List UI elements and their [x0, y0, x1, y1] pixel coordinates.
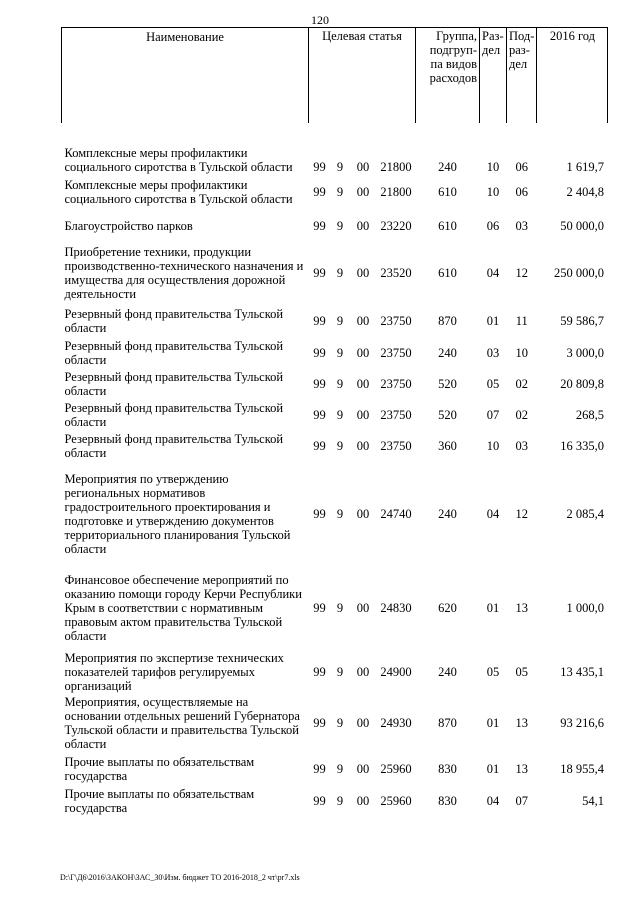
target-code-3: 00 — [356, 716, 370, 730]
amount-2016: 93 216,6 — [560, 716, 604, 730]
target-code-4: 23520 — [380, 266, 412, 280]
table-row — [62, 337, 608, 368]
section-code: 01 — [486, 716, 500, 730]
target-code-4: 23750 — [380, 345, 412, 360]
table-row — [62, 651, 608, 693]
subsection-code: 11 — [515, 314, 528, 328]
target-code-1: 99 — [313, 506, 326, 521]
target-code-2: 9 — [336, 314, 344, 328]
table-row — [62, 210, 608, 241]
header-section: Раз-дел — [480, 28, 507, 124]
target-code-3: 00 — [356, 407, 370, 422]
header-group: Группа, подгруп-па видов расходов — [416, 28, 480, 124]
row-name: Резервный фонд правительства Тульской области — [64, 338, 284, 367]
expense-group: 610 — [438, 266, 457, 280]
target-code-3: 00 — [356, 794, 370, 808]
section-code: 05 — [486, 376, 500, 391]
budget-table — [61, 27, 608, 817]
target-code-4: 24830 — [380, 601, 412, 615]
target-code-1: 99 — [313, 665, 326, 679]
section-code: 07 — [486, 407, 500, 422]
target-code-2: 9 — [336, 266, 344, 280]
section-code: 06 — [486, 218, 500, 233]
table-row — [62, 693, 608, 753]
amount-2016: 50 000,0 — [560, 218, 604, 233]
header-year: 2016 год — [537, 28, 608, 124]
target-code-1: 99 — [313, 185, 326, 199]
target-code-1: 99 — [313, 345, 326, 360]
row-name: Благоустройство парков — [64, 218, 193, 233]
subsection-code: 03 — [515, 439, 528, 453]
target-code-1: 99 — [313, 794, 326, 808]
amount-2016: 1 619,7 — [566, 160, 604, 174]
target-code-4: 23750 — [380, 376, 412, 391]
table-row — [62, 241, 608, 305]
row-name: Резервный фонд правительства Тульской области — [64, 369, 284, 398]
subsection-code: 10 — [515, 345, 528, 360]
subsection-code: 03 — [515, 218, 528, 233]
target-code-3: 00 — [356, 160, 370, 174]
amount-2016: 13 435,1 — [560, 665, 604, 679]
table-row — [62, 368, 608, 399]
target-code-3: 00 — [356, 601, 370, 615]
header-name: Наименование — [62, 28, 309, 124]
subsection-code: 06 — [515, 160, 528, 174]
section-code: 10 — [486, 160, 500, 174]
target-code-3: 00 — [356, 185, 370, 199]
header-target: Целевая статья — [309, 28, 416, 124]
target-code-2: 9 — [336, 185, 344, 199]
target-code-3: 00 — [356, 314, 370, 328]
target-code-2: 9 — [336, 439, 344, 453]
target-code-2: 9 — [336, 794, 344, 808]
target-code-3: 00 — [356, 345, 370, 360]
subsection-code: 13 — [515, 716, 528, 730]
target-code-1: 99 — [313, 314, 326, 328]
target-code-2: 9 — [336, 762, 344, 776]
target-code-1: 99 — [313, 601, 326, 615]
target-code-3: 00 — [356, 506, 370, 521]
row-name: Финансовое обеспечение мероприятий по оказанию помощи городу Керчи Республики Крым в соответствии с нормативным правовым актом правительства Тульской области — [64, 573, 302, 643]
header-subsection: Под-раз-дел — [507, 28, 537, 124]
expense-group: 830 — [438, 794, 457, 808]
target-code-2: 9 — [336, 665, 344, 679]
table-row — [62, 399, 608, 430]
target-code-4: 21800 — [380, 185, 412, 199]
amount-2016: 268,5 — [575, 407, 604, 422]
table-row — [62, 305, 608, 337]
target-code-1: 99 — [313, 407, 326, 422]
target-code-3: 00 — [356, 218, 370, 233]
table-row — [62, 462, 608, 565]
row-name: Мероприятия по экспертизе технических показателей тарифов регулируемых организаций — [64, 651, 284, 693]
target-code-1: 99 — [313, 716, 326, 730]
target-code-2: 9 — [336, 345, 344, 360]
expense-group: 240 — [438, 665, 457, 679]
target-code-1: 99 — [313, 439, 326, 453]
page-number: 120 — [311, 13, 329, 27]
section-code: 10 — [486, 439, 500, 453]
section-code: 04 — [486, 266, 500, 280]
section-code: 10 — [486, 185, 500, 199]
target-code-1: 99 — [313, 762, 326, 776]
expense-group: 610 — [438, 185, 457, 199]
target-code-4: 21800 — [380, 160, 412, 174]
table-row — [62, 123, 608, 174]
subsection-code: 02 — [515, 376, 528, 391]
target-code-4: 24740 — [380, 506, 412, 521]
target-code-3: 00 — [356, 376, 370, 391]
section-code: 05 — [486, 665, 500, 679]
target-code-1: 99 — [313, 160, 326, 174]
subsection-code: 07 — [515, 794, 528, 808]
amount-2016: 59 586,7 — [560, 314, 604, 328]
table-row — [62, 753, 608, 785]
target-code-4: 23750 — [380, 439, 412, 453]
amount-2016: 1 000,0 — [566, 601, 604, 615]
row-name: Комплексные меры профилактики социального сиротства в Тульской области — [64, 178, 293, 206]
target-code-3: 00 — [356, 439, 370, 453]
section-code: 04 — [486, 506, 500, 521]
table-body — [62, 123, 608, 817]
expense-group: 240 — [438, 506, 457, 521]
expense-group: 360 — [438, 439, 457, 453]
table-row — [62, 565, 608, 651]
subsection-code: 12 — [515, 506, 528, 521]
subsection-code: 13 — [515, 601, 528, 615]
target-code-4: 23220 — [380, 218, 412, 233]
row-name: Комплексные меры профилактики социального сиротства в Тульской области — [64, 146, 293, 174]
target-code-3: 00 — [356, 665, 370, 679]
expense-group: 520 — [438, 407, 457, 422]
target-code-2: 9 — [336, 506, 344, 521]
amount-2016: 16 335,0 — [560, 439, 604, 453]
expense-group: 870 — [438, 716, 457, 730]
row-name: Резервный фонд правительства Тульской области — [64, 307, 284, 335]
target-code-1: 99 — [313, 218, 326, 233]
target-code-1: 99 — [313, 376, 326, 391]
row-name: Мероприятия, осуществляемые на основании отдельных решений Губернатора Тульской области и правительства Тульской области — [64, 695, 300, 751]
table-row — [62, 430, 608, 462]
amount-2016: 54,1 — [582, 794, 604, 808]
subsection-code: 12 — [515, 266, 528, 280]
section-code: 01 — [486, 762, 500, 776]
target-code-4: 23750 — [380, 407, 412, 422]
target-code-2: 9 — [336, 218, 344, 233]
section-code: 01 — [486, 601, 500, 615]
target-code-4: 23750 — [380, 314, 412, 328]
table-row — [62, 174, 608, 210]
amount-2016: 3 000,0 — [566, 345, 604, 360]
target-code-4: 25960 — [380, 794, 412, 808]
target-code-2: 9 — [336, 407, 344, 422]
subsection-code: 02 — [515, 407, 528, 422]
row-name: Прочие выплаты по обязательствам государства — [64, 787, 255, 815]
amount-2016: 2 085,4 — [566, 506, 604, 521]
expense-group: 240 — [438, 345, 457, 360]
expense-group: 520 — [438, 376, 457, 391]
target-code-2: 9 — [336, 376, 344, 391]
target-code-4: 24930 — [380, 716, 412, 730]
row-name: Прочие выплаты по обязательствам государства — [64, 755, 255, 783]
expense-group: 610 — [438, 218, 457, 233]
target-code-2: 9 — [336, 601, 344, 615]
target-code-4: 24900 — [380, 665, 412, 679]
target-code-3: 00 — [356, 266, 370, 280]
amount-2016: 250 000,0 — [553, 266, 604, 280]
target-code-3: 00 — [356, 762, 370, 776]
row-name: Резервный фонд правительства Тульской области — [64, 432, 284, 460]
table-row — [62, 785, 608, 817]
expense-group: 620 — [438, 601, 457, 615]
target-code-1: 99 — [313, 266, 326, 280]
target-code-2: 9 — [336, 716, 344, 730]
file-path-footer: D:\Г\Д6\2016\ЗАКОН\ЗАС_30\Изм. бюджет ТО 2016-2018_2 чт\pr7.xls — [60, 873, 300, 882]
expense-group: 240 — [438, 160, 457, 174]
table-header-row — [62, 28, 608, 124]
expense-group: 830 — [438, 762, 457, 776]
section-code: 03 — [486, 345, 500, 360]
section-code: 01 — [486, 314, 500, 328]
target-code-4: 25960 — [380, 762, 412, 776]
amount-2016: 20 809,8 — [560, 376, 604, 391]
row-name: Приобретение техники, продукции производственно-технического назначения и имущества для осуществления дорожной деятельности — [64, 245, 304, 301]
target-code-2: 9 — [336, 160, 344, 174]
subsection-code: 13 — [515, 762, 528, 776]
subsection-code: 06 — [515, 185, 528, 199]
subsection-code: 05 — [515, 665, 528, 679]
amount-2016: 2 404,8 — [566, 185, 604, 199]
expense-group: 870 — [438, 314, 457, 328]
row-name: Мероприятия по утверждению региональных нормативов градостроительного проектирования и подготовке и утверждению документов территориального планирования Тульской области — [64, 471, 291, 556]
section-code: 04 — [486, 794, 500, 808]
amount-2016: 18 955,4 — [560, 762, 604, 776]
row-name: Резервный фонд правительства Тульской области — [64, 400, 284, 429]
